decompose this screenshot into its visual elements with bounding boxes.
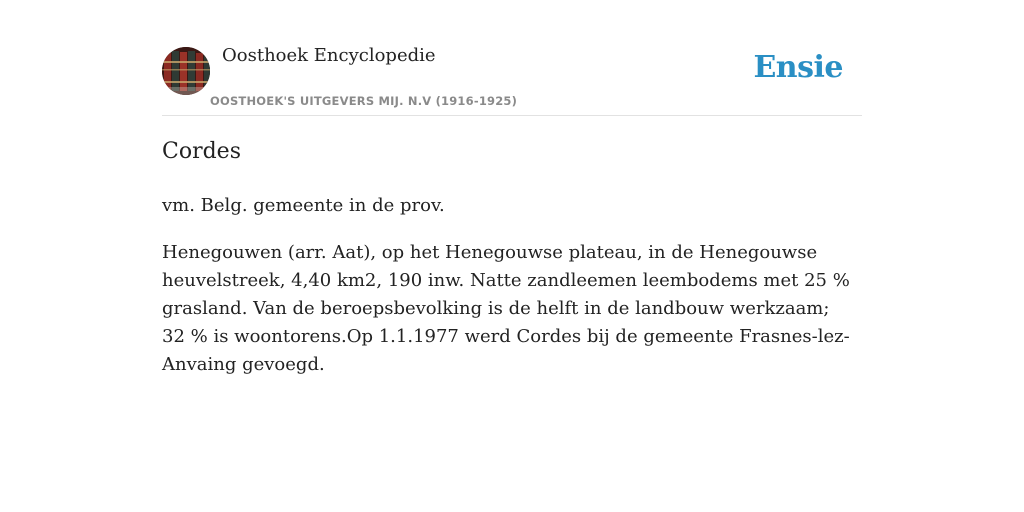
- ensie-logo-link[interactable]: Ensie: [753, 50, 843, 85]
- article-page: [162, 0, 862, 375]
- article-paragraph-1: vm. Belg. gemeente in de prov.: [162, 195, 445, 216]
- source-avatar[interactable]: [162, 47, 210, 95]
- article-paragraph-2: Henegouwen (arr. Aat), op het Henegouwse plateau, in de Henegouwse heuvelstreek, 4,40 km2, 190 inw. Natte zandleemen leembodems met 25 % grasland. Van de beroepsbevolking is de helft in de landbouw werkzaam; 32 % is woontorens.Op 1.1.1977 werd Cordes bij de gemeente Frasnes-lez-Anvaing gevoegd.: [162, 242, 850, 375]
- source-header: [162, 0, 862, 116]
- source-title[interactable]: Oosthoek Encyclopedie: [222, 45, 436, 66]
- article-title: Cordes: [162, 139, 241, 164]
- book-spines-icon: [162, 47, 210, 95]
- source-subtitle: OOSTHOEK'S UITGEVERS MIJ. N.V (1916-1925): [210, 94, 518, 108]
